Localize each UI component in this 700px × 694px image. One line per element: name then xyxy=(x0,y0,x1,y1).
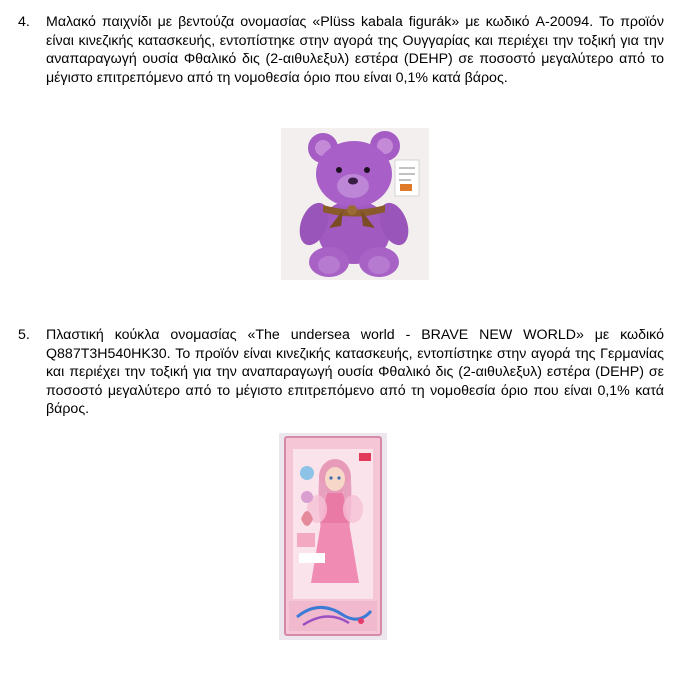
boxed-doll-photo xyxy=(279,433,387,640)
item-description: Μαλακό παιχνίδι με βεντούζα ονομασίας «Plüss kabala figurák» με κωδικό A-20094. Το προϊόν είναι κινεζικής κατασκευής, εντοπίστηκε στην αγορά της Ουγγαρίας και περιέχει την τοξική για την αναπαραγωγή ουσία Φθαλικό δις (2-αιθυλεξυλ) εστέρα (DEHP) σε ποσοστό μεγαλύτερο από το μέγιστο επιτρεπόμενο από τη νομοθεσία όριο που είναι 0,1% κατά βάρος. xyxy=(46,14,664,86)
purple-teddy-bear-photo xyxy=(281,128,429,280)
item-description: Πλαστική κούκλα ονομασίας «The undersea world - BRAVE NEW WORLD» με κωδικό Q887T3H540HK30. Το προϊόν είναι κινεζικής κατασκευής, εντοπίστηκε στην αγορά της Γερμανίας και περιέχει την τοξική για την αναπαραγωγή ουσία Φθαλικό δις (2-αιθυλεξυλ) εστέρα (DEHP) σε ποσοστό μεγαλύτερο από το μέγιστο επιτρεπόμενο από τη νομοθεσία όριο που είναι 0,1% κατά βάρος. xyxy=(46,327,664,418)
item-number: 5. xyxy=(18,327,30,343)
item-number: 4. xyxy=(18,14,30,30)
